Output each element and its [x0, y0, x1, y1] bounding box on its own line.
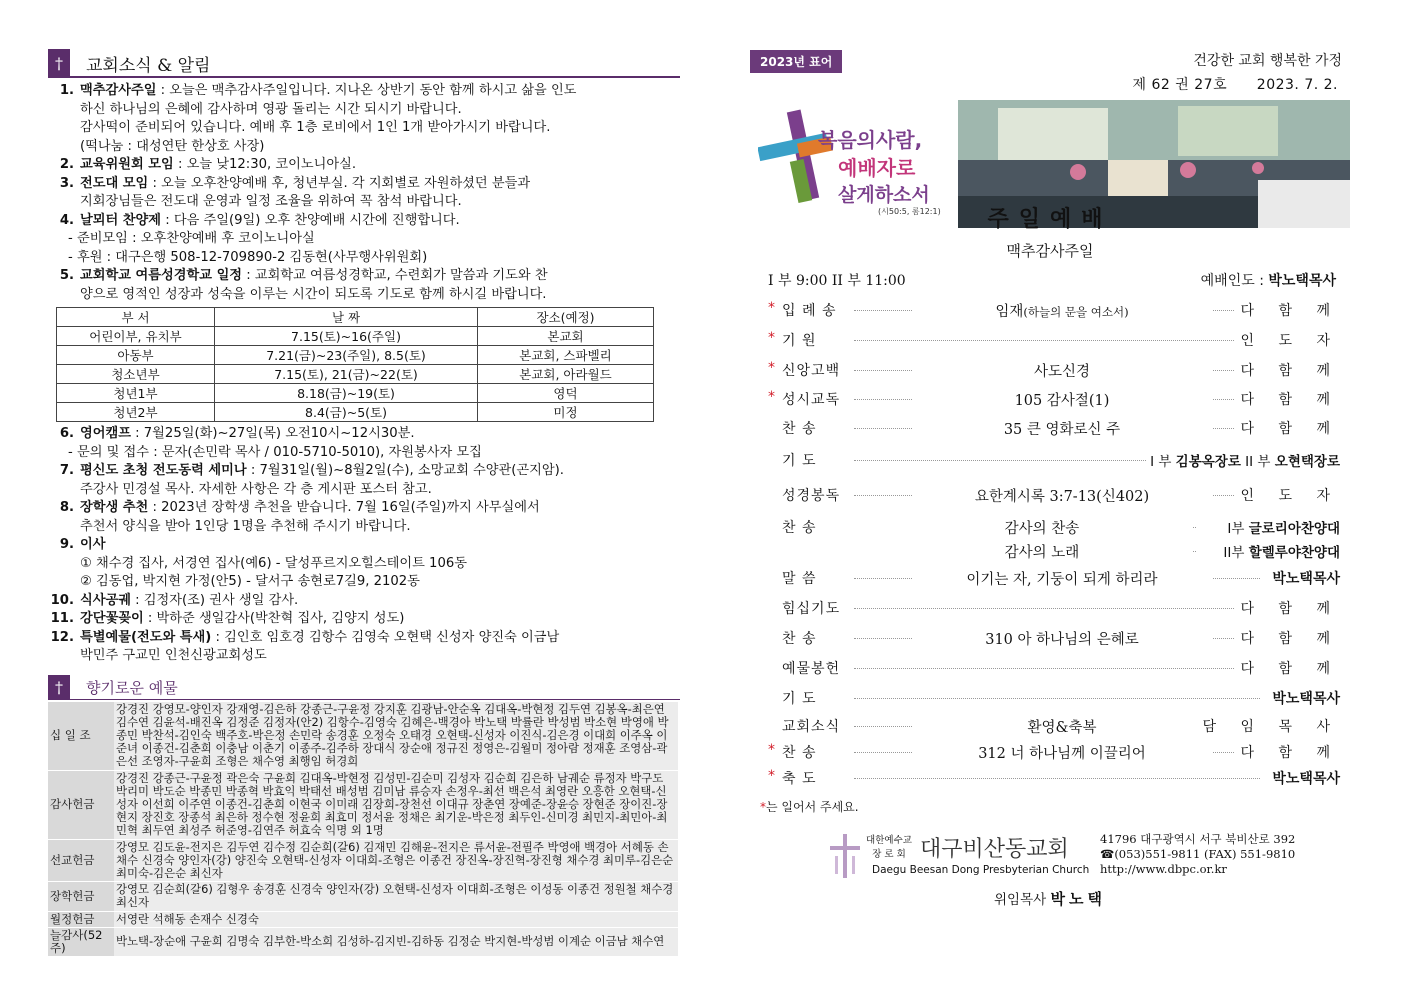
order-item [762, 300, 1340, 322]
offering-label: 장학헌금 [48, 882, 114, 911]
news-text: : 2023년 장학생 추천을 받습니다. 7월 16일(주일)까지 사무실에서 [148, 500, 540, 515]
stand-star-icon: * [768, 768, 775, 784]
news-line: - 후원 : 대구은행 508-12-709890-2 김동현(사무행사위원회) [68, 249, 428, 265]
schedule-cell: 아동부 [57, 346, 215, 365]
order-label: 기 원 [782, 333, 817, 349]
news-number: 2. [59, 157, 74, 172]
schedule-cell: 청소년부 [57, 365, 215, 384]
news-item [48, 425, 680, 462]
slogan-line3: 살게하소서 [838, 184, 930, 206]
news-line: 주강사 민경설 목사. 자세한 사항은 각 층 게시판 포스터 참고. [80, 481, 432, 497]
order-participant: 다 함 께 [1235, 300, 1340, 320]
order-item [762, 541, 1340, 563]
order-label: 예물봉헌 [782, 661, 841, 677]
news-number: 6. [59, 426, 74, 441]
order-content: 환영&축복 [912, 716, 1212, 737]
order-participant: 담 임 목 사 [1197, 716, 1340, 736]
order-participant: 다 함 께 [1235, 598, 1340, 618]
news-line: - 문의 및 접수 : 문자(손민락 목사 / 010-5710-5010), 자원봉사자 모집 [68, 444, 482, 460]
news-item [48, 156, 680, 175]
offering-names: 강경진 강종근-구윤정 곽은숙 구윤희 김대옥-박현정 김성민-김순미 김성자 김순희 김은하 남궤순 류정자 박구도 박리미 박도순 박종민 박종혁 박효익 박태선 배성범 김미남 류승자 손정우-최선 백은석 최영란 오흥한 오현택-신성자 이선희 이주연 이종건-김춘희 이현국 이미래 김장희-장천선 이대규 장춘연 장예준-장윤승 장현준 장이진-장현지 장진호 장종석 최은하 정수현 정윤희 최효미 정서윤 정채은 최기운-박은정 최두인-신미경 최민지-최민아-최민혁 최두연 최성주 허준영-김연주 허효숙 익명 외 1명 [114, 770, 678, 839]
news-number: 11. [50, 611, 74, 626]
slogan-reference: (시50:5, 롬12:1) [878, 207, 941, 216]
order-content: 310 아 하나님의 은혜로 [912, 628, 1212, 649]
news-item [48, 499, 680, 536]
order-item [762, 598, 1340, 620]
offering-table [48, 702, 678, 958]
cross-icon: † [48, 49, 70, 77]
news-text: : 교회학교 여름성경학교, 수련회가 말씀과 기도와 찬 [242, 268, 548, 283]
news-line: 양으로 영적인 성장과 성숙을 이루는 시간이 되도록 기도로 함께 하시길 바랍니다. [80, 286, 547, 302]
order-content: 요한계시록 3:7-13(신402) [912, 485, 1212, 506]
schedule-cell: 8.18(금)~19(토) [215, 384, 478, 403]
schedule-cell: 영덕 [478, 384, 654, 403]
offering-label: 늘감사(52주) [48, 927, 114, 956]
news-heading: 맥추감사주일 [80, 83, 157, 98]
offering-label: 감사헌금 [48, 770, 114, 839]
news-heading: 장학생 추천 [80, 500, 149, 515]
news-item [48, 629, 680, 666]
order-item [762, 628, 1340, 650]
news-number: 3. [59, 175, 74, 191]
news-item [48, 610, 680, 629]
order-label: 말 씀 [782, 571, 817, 587]
news-number: 8. [59, 500, 74, 515]
news-line: ① 채수경 집사, 서경연 집사(예6) - 달성푸르지오힐스테이트 106동 [80, 555, 467, 571]
slogan-line2: 예배자로 [838, 156, 916, 180]
news-list [48, 82, 680, 304]
news-section-header [48, 50, 680, 78]
news-heading: 교육위원회 모임 [80, 157, 174, 172]
news-heading: 특별예물(전도와 특새) [80, 629, 212, 645]
order-item [762, 485, 1340, 507]
offering-row [48, 927, 678, 956]
news-heading: 날뫼터 찬양제 [80, 212, 162, 228]
stand-star-icon: * [768, 389, 775, 405]
order-participant: 다 함 께 [1235, 360, 1340, 380]
order-item [762, 389, 1340, 411]
order-participant: 다 함 께 [1235, 389, 1340, 409]
news-number: 4. [59, 212, 74, 228]
offering-row [48, 882, 678, 911]
news-number: 10. [50, 592, 74, 608]
order-item [762, 768, 1340, 790]
news-number: 9. [59, 537, 74, 552]
news-heading: 강단꽃꽂이 [80, 611, 144, 626]
order-label: 찬 송 [782, 421, 817, 437]
schedule-cell: 본교회, 스파벨리 [478, 346, 654, 365]
news-number: 12. [50, 629, 74, 645]
senior-pastor: 위임목사 박노택 [994, 890, 1106, 908]
news-line: 하신 하나님의 은혜에 감사하며 영광 돌리는 시간 되시기 바랍니다. [80, 101, 462, 117]
order-label: 성시교독 [782, 392, 841, 408]
order-label: 찬 송 [782, 745, 817, 761]
church-address: 41796 대구광역시 서구 북비산로 392 ☎(053)551-9811 (FAX) 551-9810 http://www.dbpc.or.kr [1100, 832, 1296, 876]
schedule-cell: 청년2부 [57, 403, 215, 422]
news-line: 추천서 양식을 받아 1인당 1명을 추천해 주시기 바랍니다. [80, 518, 411, 534]
order-content: 105 감사절(1) [912, 389, 1212, 410]
news-line: 감사떡이 준비되어 있습니다. 예배 후 1층 로비에서 1인 1개 받아가시기 바랍니다. [80, 120, 551, 135]
news-item [48, 267, 680, 304]
order-participant: 인 도 자 [1235, 485, 1340, 505]
schedule-cell: 7.21(금)~23(주일), 8.5(토) [215, 346, 478, 365]
news-heading: 영어캠프 [80, 426, 131, 441]
news-heading: 식사공궤 [80, 592, 131, 608]
news-line: 지회장님들은 전도대 운영과 일정 조율을 위하여 꼭 참석 바랍니다. [80, 194, 462, 209]
news-heading: 이사 [80, 537, 106, 552]
order-label: 신앙고백 [782, 363, 841, 379]
schedule-cell: 청년1부 [57, 384, 215, 403]
service-subtitle: 맥추감사주일 [1006, 242, 1094, 260]
service-time: I 부 9:00 II 부 11:00 [768, 273, 906, 289]
stand-note: *는 일어서 주세요. [760, 800, 859, 814]
news-text: : 오늘은 맥추감사주일입니다. 지나온 상반기 동안 함께 하시고 삶을 인도 [156, 83, 577, 98]
schedule-cell: 미정 [478, 403, 654, 422]
schedule-cell: 7.15(토)~16(주일) [215, 327, 478, 346]
order-participant: 다 함 께 [1235, 418, 1340, 438]
news-item [48, 592, 680, 611]
offering-label: 월정헌금 [48, 911, 114, 927]
order-content: 임재(하늘의 문을 여소서) [912, 300, 1212, 321]
schedule-cell: 본교회, 아라월드 [478, 365, 654, 384]
service-title: 주일예배 [987, 206, 1113, 232]
order-participant: 다 함 께 [1235, 628, 1340, 648]
news-item [48, 82, 680, 156]
order-item [762, 568, 1340, 590]
order-content: 사도신경 [912, 360, 1212, 381]
news-text: : 박하준 생일감사(박찬혁 집사, 김양지 성도) [143, 611, 405, 626]
order-label: 교회소식 [782, 719, 841, 735]
stand-star-icon: * [768, 300, 775, 316]
news-section-title: 교회소식 & 알림 [86, 55, 211, 76]
schedule-row [57, 346, 654, 365]
order-item [762, 450, 1340, 472]
church-name: 대구비산동교회 [920, 837, 1069, 862]
news-text: : 김인호 임호경 김항수 김영숙 오현택 신성자 양진숙 이금남 [211, 629, 560, 645]
schedule-row [57, 327, 654, 346]
news-text: : 오늘 낮12:30, 코이노니아실. [173, 157, 357, 172]
news-heading: 교회학교 여름성경학교 일정 [80, 268, 243, 283]
schedule-cell: 8.4(금)~5(토) [215, 403, 478, 422]
slogan-line1: 복음의사람, [818, 128, 923, 152]
order-label: 입 례 송 [782, 303, 837, 319]
schedule-cell: 본교회 [478, 327, 654, 346]
stand-star-icon: * [768, 360, 775, 376]
order-participant: 다 함 께 [1235, 658, 1340, 678]
offering-names: 서영란 석해동 손재수 신경숙 [114, 911, 678, 927]
order-participant: 박노택목사 [1266, 768, 1340, 788]
year-motto-badge: 2023년 표어 [750, 50, 842, 73]
cross-icon: † [48, 675, 70, 699]
order-content: 감사의 찬송 [892, 517, 1192, 538]
news-item [48, 536, 680, 592]
church-logo-icon [826, 832, 866, 880]
schedule-row [57, 365, 654, 384]
offering-names: 강영모 김순희(갈6) 김형우 송경훈 신경숙 양인자(강) 오현택-신성자 이대희-조형은 이성동 이종건 정원철 채수경 최신자 [114, 882, 678, 911]
order-label: 기 도 [782, 453, 817, 469]
news-text: : 다음 주일(9일) 오후 찬양예배 시간에 진행합니다. [161, 212, 460, 228]
news-list-continued [48, 425, 680, 666]
offering-row [48, 911, 678, 927]
news-number: 1. [59, 83, 74, 98]
offering-section-title: 향기로운 예물 [86, 678, 178, 697]
schedule-cell: 어린이부, 유치부 [57, 327, 215, 346]
order-label: 힘십기도 [782, 601, 841, 617]
schedule-cell: 7.15(토), 21(금)~22(토) [215, 365, 478, 384]
order-participant: II부 할렐루야찬양대 [1219, 541, 1340, 561]
stand-star-icon: * [768, 330, 775, 346]
news-line: (떡나눔 : 대성연탄 한상호 사장) [80, 138, 265, 154]
news-heading: 전도대 모임 [80, 175, 149, 191]
order-item [762, 742, 1340, 764]
schedule-row [57, 384, 654, 403]
order-participant: 박노택목사 [1266, 568, 1340, 588]
service-leader: 예배인도 : 박노택목사 [1200, 273, 1336, 289]
order-item [762, 517, 1340, 539]
news-item [48, 462, 680, 499]
order-participant: I부 글로리아찬양대 [1223, 517, 1340, 537]
offering-names: 강영모 김도윤-전지은 김두연 김수정 김순희(갈6) 김재민 김해윤-전지은 류서윤-전필주 박영애 백경아 서혜동 손채수 신경숙 양인자(강) 양진숙 오현택-신성자 이대희-조형은 이종건 장진옥-장진혁-장진형 채수경 최미루-김은순 최미숙-김은순 최신자 [114, 839, 678, 882]
news-text: : 7월31일(월)~8월2일(수), 소망교회 수양관(곤지암). [246, 463, 564, 478]
order-item [762, 330, 1340, 352]
order-label: 성경봉독 [782, 488, 841, 504]
news-text: : 7월25일(화)~27일(목) 오전10시~12시30분. [130, 426, 415, 441]
news-item [48, 212, 680, 268]
order-label: 축 도 [782, 771, 817, 787]
church-name-english: Daegu Beesan Dong Presbyterian Church [872, 864, 1090, 876]
order-participant: 박노택목사 [1266, 688, 1340, 708]
offering-row [48, 839, 678, 882]
schedule-header: 장소(예정) [478, 308, 654, 327]
schedule-header: 날 짜 [215, 308, 478, 327]
schedule-table [56, 307, 654, 422]
order-label: 찬 송 [782, 631, 817, 647]
denomination: 대한예수교 장 로 회 [866, 835, 912, 860]
order-item [762, 658, 1340, 680]
order-item [762, 418, 1340, 440]
order-item [762, 360, 1340, 382]
offering-names: 박노택-장순애 구윤희 김명숙 김부한-박소희 김성하-김지빈-김하동 김정순 박지현-박성범 이계순 이금남 채수연 [114, 927, 678, 956]
order-item [762, 716, 1340, 738]
stand-star-icon: * [768, 742, 775, 758]
news-line: 박민주 구교민 인천신광교회성도 [80, 648, 267, 663]
offering-label: 선교헌금 [48, 839, 114, 882]
offering-row [48, 702, 678, 771]
issue-number: 제 62 권 27호 2023. 7. 2. [1132, 77, 1338, 93]
order-participant: 인 도 자 [1235, 330, 1340, 350]
offering-row [48, 770, 678, 839]
news-text: : 김정자(조) 권사 생일 감사. [130, 592, 299, 608]
church-motto: 건강한 교회 행복한 가정 [1193, 53, 1342, 69]
news-heading: 평신도 초청 전도동력 세미나 [80, 463, 247, 478]
order-content: 감사의 노래 [892, 541, 1192, 562]
left-page [48, 50, 680, 957]
order-participant: I 부 김봉옥장로 II 부 오현택장로 [1146, 450, 1340, 470]
offering-label: 십 일 조 [48, 702, 114, 771]
order-content: 이기는 자, 기둥이 되게 하리라 [912, 568, 1212, 589]
order-item [762, 688, 1340, 710]
schedule-row [57, 403, 654, 422]
schedule-header: 부 서 [57, 308, 215, 327]
news-number: 5. [59, 268, 74, 283]
order-label: 찬 송 [782, 520, 817, 536]
order-label: 기 도 [782, 691, 817, 707]
news-number: 7. [59, 463, 74, 478]
news-line: - 준비모임 : 오후찬양예배 후 코이노니아실 [68, 231, 315, 246]
church-website[interactable]: http://www.dbpc.or.kr [1100, 862, 1227, 876]
church-footer [826, 830, 1326, 890]
order-content: 35 큰 영화로신 주 [912, 418, 1212, 439]
offering-names: 강경진 강영모-양인자 강재영-김은하 강종근-구윤정 강지훈 김광남-안순옥 김대옥-박현정 김두연 김봉옥-최은연 김수연 김윤석-배진옥 김정준 김정자(안2) 김항수-김영숙 김혜은-백경아 박노택 박률란 박성범 박소현 박영애 박종민 박찬석-김인숙 백주호-박은정 손민락 송경훈 오정숙 오태경 오현택-신성자 이진식-김은경 이대희 이주옥 이준녀 이종건-김춘희 이충남 이춘기 이종주-김주하 장대식 장순애 정규진 정영은-김월미 정아람 정재훈 조영삼-곽은선 조영자-구윤희 조형은 채수영 최행임 허경희 [114, 702, 678, 771]
news-line: ② 김동업, 박지현 가정(안5) - 달서구 송현로7길9, 2102동 [80, 574, 420, 589]
offering-section-header [48, 676, 680, 700]
order-content: 312 너 하나님께 이끌리어 [912, 742, 1212, 763]
order-participant: 다 함 께 [1235, 742, 1340, 762]
news-text: : 오늘 오후찬양예배 후, 청년부실. 각 지회별로 자원하셨던 분들과 [148, 175, 531, 191]
news-item [48, 175, 680, 212]
